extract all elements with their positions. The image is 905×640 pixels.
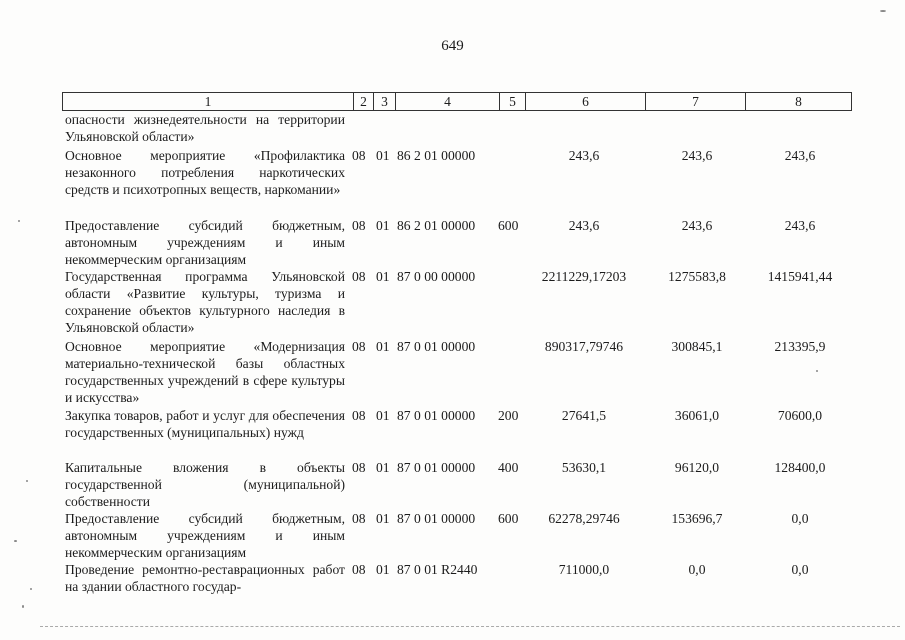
row-section: 08 xyxy=(352,408,366,423)
header-col-3: 3 xyxy=(373,93,395,110)
row-name: Предоставление субсидий бюджетным, автономным учреждениям и иным некоммерческим организациям xyxy=(65,511,345,560)
header-col-8: 8 xyxy=(745,93,851,110)
row-amount-col8: 128400,0 xyxy=(774,460,826,475)
row-target-code: 87 0 01 00000 xyxy=(397,408,476,423)
scan-speck xyxy=(880,10,886,12)
page-edge xyxy=(40,626,900,628)
row-amount-col8: 1415941,44 xyxy=(767,269,833,284)
header-col-5: 5 xyxy=(499,93,525,110)
budget-table xyxy=(62,92,852,594)
row-target-code: 87 0 01 00000 xyxy=(397,511,476,526)
row-target-code: 87 0 01 00000 xyxy=(397,339,476,354)
row-amount-col6: 243,6 xyxy=(568,218,600,233)
row-subsection: 01 xyxy=(376,511,390,526)
row-name: Основное мероприятие «Модернизация материально-технической базы областных государственных учреждений в сфере культуры и искусства» xyxy=(65,339,345,405)
row-expense-type: 400 xyxy=(498,460,519,475)
scan-speck xyxy=(26,480,28,482)
row-subsection: 01 xyxy=(376,339,390,354)
row-amount-col7: 1275583,8 xyxy=(668,269,726,284)
row-amount-col6: 711000,0 xyxy=(558,562,610,577)
row-target-code: 86 2 01 00000 xyxy=(397,148,476,163)
row-amount-col8: 213395,9 xyxy=(774,339,826,354)
header-col-4: 4 xyxy=(395,93,499,110)
row-amount-col6: 890317,79746 xyxy=(544,339,624,354)
row-target-code: 86 2 01 00000 xyxy=(397,218,476,233)
scan-speck xyxy=(816,370,818,372)
row-name: Основное мероприятие «Профилактика незаконного потребления наркотических средств и психотропных веществ, наркомании» xyxy=(65,148,345,197)
row-amount-col6: 62278,29746 xyxy=(548,511,620,526)
table-header xyxy=(62,92,852,111)
row-expense-type: 600 xyxy=(498,511,519,526)
row-name: Закупка товаров, работ и услуг для обеспечения государственных (муниципальных) нужд xyxy=(65,408,345,440)
row-subsection: 01 xyxy=(376,269,390,284)
row-amount-col8: 0,0 xyxy=(791,511,809,526)
row-amount-col6: 243,6 xyxy=(568,148,600,163)
header-col-7: 7 xyxy=(645,93,745,110)
row-amount-col8: 0,0 xyxy=(791,562,809,577)
row-amount-col7: 0,0 xyxy=(688,562,706,577)
page-number: 649 xyxy=(441,38,464,54)
row-target-code: 87 0 01 R2440 xyxy=(397,562,478,577)
row-section: 08 xyxy=(352,148,366,163)
row-name: Капитальные вложения в объекты государственной (муниципальной) собственности xyxy=(65,460,345,509)
row-amount-col6: 27641,5 xyxy=(561,408,607,423)
row-section: 08 xyxy=(352,218,366,233)
row-amount-col8: 243,6 xyxy=(784,218,816,233)
header-col-2: 2 xyxy=(353,93,373,110)
scan-speck xyxy=(18,220,20,222)
row-amount-col7: 300845,1 xyxy=(671,339,723,354)
row-target-code: 87 0 00 00000 xyxy=(397,269,476,284)
row-amount-col7: 153696,7 xyxy=(671,511,723,526)
row-subsection: 01 xyxy=(376,562,390,577)
row-expense-type: 600 xyxy=(498,218,519,233)
row-subsection: 01 xyxy=(376,148,390,163)
row-subsection: 01 xyxy=(376,460,390,475)
row-name: Проведение ремонтно-реставрационных работ на здании областного государ- xyxy=(65,562,345,594)
row-target-code: 87 0 01 00000 xyxy=(397,460,476,475)
header-col-6: 6 xyxy=(525,93,645,110)
row-expense-type: 200 xyxy=(498,408,519,423)
row-subsection: 01 xyxy=(376,408,390,423)
row-amount-col6: 2211229,17203 xyxy=(541,269,627,284)
row-amount-col7: 243,6 xyxy=(681,148,713,163)
scan-speck xyxy=(14,540,17,542)
row-amount-col7: 243,6 xyxy=(681,218,713,233)
row-section: 08 xyxy=(352,339,366,354)
scan-speck xyxy=(22,605,24,608)
row-name: Предоставление субсидий бюджетным, автономным учреждениям и иным некоммерческим организациям xyxy=(65,218,345,267)
row-amount-col8: 70600,0 xyxy=(777,408,823,423)
row-section: 08 xyxy=(352,269,366,284)
row-section: 08 xyxy=(352,460,366,475)
row-section: 08 xyxy=(352,562,366,577)
row-amount-col7: 36061,0 xyxy=(674,408,720,423)
row-amount-col8: 243,6 xyxy=(784,148,816,163)
row-section: 08 xyxy=(352,511,366,526)
row-amount-col7: 96120,0 xyxy=(674,460,720,475)
scan-speck xyxy=(30,588,32,590)
row-subsection: 01 xyxy=(376,218,390,233)
row-name: опасности жизнедеятельности на территории Ульяновской области» xyxy=(65,112,345,144)
row-name: Государственная программа Ульяновской области «Развитие культуры, туризма и сохранение объектов культурного наследия в Ульяновской области» xyxy=(65,269,345,335)
row-amount-col6: 53630,1 xyxy=(561,460,607,475)
header-col-1: 1 xyxy=(204,94,212,109)
